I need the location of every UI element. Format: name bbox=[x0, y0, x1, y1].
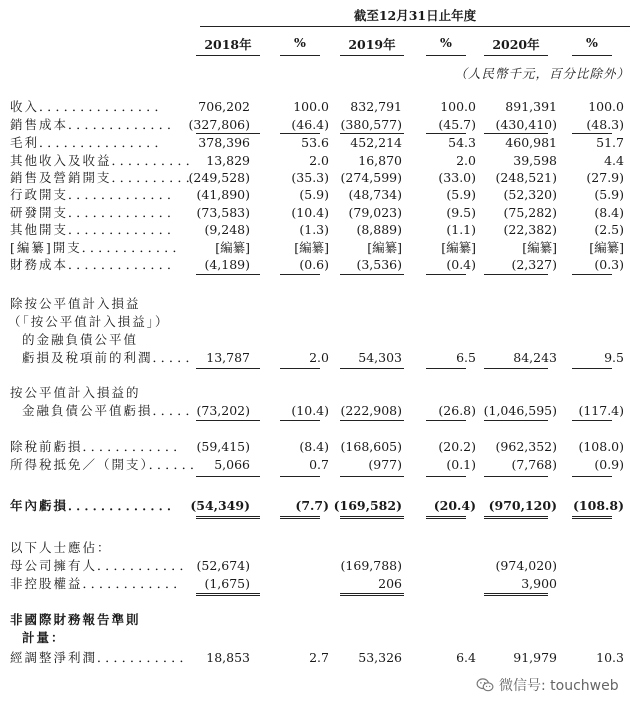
table-cell: [編纂] bbox=[522, 240, 557, 255]
table-cell: 53.6 bbox=[301, 135, 329, 150]
table-row bbox=[0, 575, 640, 593]
table-rule bbox=[484, 133, 548, 134]
table-rule bbox=[572, 133, 612, 134]
table-cell: (962,352) bbox=[495, 439, 557, 454]
row-label: 財務成本．．．．．．．．．．．．． bbox=[10, 257, 182, 272]
table-cell: 10.3 bbox=[596, 650, 624, 665]
table-cell: 891,391 bbox=[505, 99, 557, 114]
table-cell: (274,599) bbox=[340, 170, 402, 185]
row-label: 非控股權益．．．．．．．．．．．． bbox=[10, 576, 188, 591]
row-label: 的金融負債公平值 bbox=[22, 332, 139, 347]
table-cell: 9.5 bbox=[604, 350, 624, 365]
table-cell: (7.7) bbox=[295, 498, 329, 513]
table-cell: (52,320) bbox=[503, 187, 557, 202]
table-cell: 84,243 bbox=[513, 350, 557, 365]
table-row bbox=[0, 152, 640, 170]
table-rule bbox=[426, 133, 466, 134]
table-cell: (59,415) bbox=[196, 439, 250, 454]
row-label: 所得稅抵免／（開支）．．．．．． bbox=[10, 457, 205, 472]
section-heading: 計量： bbox=[22, 630, 66, 645]
col-header-2020: 2020年 bbox=[492, 37, 540, 52]
table-rule bbox=[340, 368, 404, 369]
table-cell: (380,577) bbox=[340, 117, 402, 132]
row-label: （「按公平值計入損益」） bbox=[8, 314, 170, 329]
table-cell: (35.3) bbox=[291, 170, 329, 185]
table-cell: [編纂] bbox=[589, 240, 624, 255]
table-rule bbox=[196, 133, 260, 134]
table-rule bbox=[280, 420, 320, 421]
table-cell: 54.3 bbox=[448, 135, 476, 150]
table-rule bbox=[280, 516, 320, 519]
table-rule bbox=[196, 420, 260, 421]
table-cell: 16,870 bbox=[358, 153, 402, 168]
table-cell: (4,189) bbox=[204, 257, 250, 272]
table-row bbox=[0, 629, 640, 647]
row-label: 金融負債公平值虧損．．．．． bbox=[22, 403, 201, 418]
table-cell: (27.9) bbox=[586, 170, 624, 185]
table-rule bbox=[196, 368, 260, 369]
table-row bbox=[0, 313, 640, 331]
table-cell: 2.0 bbox=[309, 153, 329, 168]
table-cell: (0.9) bbox=[594, 457, 624, 472]
table-cell: 53,326 bbox=[358, 650, 402, 665]
table-cell: (117.4) bbox=[578, 403, 624, 418]
table-rule bbox=[340, 133, 404, 134]
table-cell: 2.0 bbox=[456, 153, 476, 168]
table-rule bbox=[196, 274, 260, 275]
table-cell: (33.0) bbox=[438, 170, 476, 185]
table-rule bbox=[484, 516, 548, 519]
table-rule bbox=[280, 368, 320, 369]
table-cell: (10.4) bbox=[291, 403, 329, 418]
table-row bbox=[0, 295, 640, 313]
table-cell: (1.3) bbox=[299, 222, 329, 237]
table-cell: (974,020) bbox=[495, 558, 557, 573]
row-label: 按公平值計入損益的 bbox=[10, 385, 141, 400]
section-heading: 非國際財務報告準則 bbox=[10, 612, 141, 627]
table-cell: (73,202) bbox=[196, 403, 250, 418]
watermark bbox=[476, 675, 619, 695]
table-cell: (75,282) bbox=[503, 205, 557, 220]
table-cell: 100.0 bbox=[588, 99, 624, 114]
table-cell: (79,023) bbox=[348, 205, 402, 220]
table-rule bbox=[572, 274, 612, 275]
table-cell: (20.2) bbox=[438, 439, 476, 454]
table-cell: (5.9) bbox=[594, 187, 624, 202]
table-rule bbox=[280, 476, 320, 477]
table-rule bbox=[484, 593, 548, 596]
table-cell: (45.7) bbox=[438, 117, 476, 132]
table-cell: 2.0 bbox=[309, 350, 329, 365]
row-label: 銷售及營銷開支．．．．．．．．．． bbox=[10, 170, 201, 185]
table-cell: (5.9) bbox=[299, 187, 329, 202]
table-row bbox=[0, 456, 640, 474]
row-label: 其他開支．．．．．．．．．．．．． bbox=[10, 222, 182, 237]
table-cell: (7,768) bbox=[511, 457, 557, 472]
table-cell: 51.7 bbox=[596, 135, 624, 150]
table-row bbox=[0, 349, 640, 367]
row-label: 行政開支．．．．．．．．．．．．． bbox=[10, 187, 182, 202]
table-cell: (2,327) bbox=[511, 257, 557, 272]
table-cell: 54,303 bbox=[358, 350, 402, 365]
table-cell: (430,410) bbox=[495, 117, 557, 132]
table-rule bbox=[426, 420, 466, 421]
table-rule bbox=[426, 476, 466, 477]
table-rule bbox=[484, 420, 548, 421]
table-rule bbox=[572, 368, 612, 369]
row-label: 母公司擁有人．．．．．．．．．．． bbox=[10, 558, 195, 573]
table-cell: (73,583) bbox=[196, 205, 250, 220]
col-header-2018: 2018年 bbox=[204, 37, 252, 52]
row-label: 其他收入及收益．．．．．．．．．． bbox=[10, 153, 201, 168]
table-row bbox=[0, 204, 640, 222]
table-rule bbox=[426, 516, 466, 519]
table-cell: 100.0 bbox=[440, 99, 476, 114]
row-label: 虧損及稅項前的利潤．．．．． bbox=[22, 350, 201, 365]
table-cell: 4.4 bbox=[604, 153, 624, 168]
table-rule bbox=[340, 274, 404, 275]
watermark-text: 微信号: touchweb bbox=[499, 678, 619, 694]
table-rule bbox=[484, 476, 548, 477]
table-cell: (1,675) bbox=[204, 576, 250, 591]
row-label: 毛利．．．．．．．．．．．．．．． bbox=[10, 135, 170, 150]
table-cell: [編纂] bbox=[215, 240, 250, 255]
header-rule bbox=[196, 55, 260, 56]
table-cell: (46.4) bbox=[291, 117, 329, 132]
table-cell: (8.4) bbox=[594, 205, 624, 220]
table-rule bbox=[484, 274, 548, 275]
table-row bbox=[0, 134, 640, 152]
table-cell: (249,528) bbox=[188, 170, 250, 185]
table-row bbox=[0, 239, 640, 257]
table-cell: 39,598 bbox=[513, 153, 557, 168]
table-rule bbox=[572, 516, 612, 519]
row-label: 銷售成本．．．．．．．．．．．．． bbox=[10, 117, 182, 132]
table-row bbox=[0, 169, 640, 187]
table-rule bbox=[340, 516, 404, 519]
table-cell: (0.3) bbox=[594, 257, 624, 272]
table-cell: 100.0 bbox=[293, 99, 329, 114]
table-rule bbox=[340, 476, 404, 477]
table-rule bbox=[426, 368, 466, 369]
row-label: 收入．．．．．．．．．．．．．．． bbox=[10, 99, 170, 114]
row-label: 除按公平值計入損益 bbox=[10, 296, 141, 311]
row-label: 年內虧損．．．．．．．．．．．．． bbox=[10, 498, 182, 513]
table-cell: (22,382) bbox=[503, 222, 557, 237]
table-row bbox=[0, 116, 640, 134]
table-cell: (3,536) bbox=[356, 257, 402, 272]
row-label: 研發開支．．．．．．．．．．．．． bbox=[10, 205, 182, 220]
table-row bbox=[0, 331, 640, 349]
row-label: [編纂]開支．．．．．．．．．．．． bbox=[10, 240, 188, 255]
table-row bbox=[0, 186, 640, 204]
table-row bbox=[0, 438, 640, 456]
table-row bbox=[0, 557, 640, 575]
header-rule bbox=[280, 55, 320, 56]
table-cell: (2.5) bbox=[594, 222, 624, 237]
table-cell: (168,605) bbox=[340, 439, 402, 454]
table-row bbox=[0, 221, 640, 239]
table-cell: (9,248) bbox=[204, 222, 250, 237]
table-cell: 13,829 bbox=[206, 153, 250, 168]
table-cell: (108.8) bbox=[573, 498, 624, 513]
table-cell: (41,890) bbox=[196, 187, 250, 202]
table-cell: (52,674) bbox=[196, 558, 250, 573]
table-row bbox=[0, 649, 640, 667]
table-cell: (970,120) bbox=[488, 498, 557, 513]
table-cell: (0.6) bbox=[299, 257, 329, 272]
col-header-pct-2020: % bbox=[586, 35, 598, 50]
table-rule bbox=[196, 476, 260, 477]
section-heading: 以下人士應佔： bbox=[10, 540, 112, 555]
table-cell: (1.1) bbox=[446, 222, 476, 237]
table-cell: 206 bbox=[378, 576, 402, 591]
table-cell: 3,900 bbox=[521, 576, 557, 591]
table-cell: 91,979 bbox=[513, 650, 557, 665]
table-rule bbox=[484, 368, 548, 369]
table-cell: 706,202 bbox=[198, 99, 250, 114]
table-cell: (26.8) bbox=[438, 403, 476, 418]
table-cell: (1,046,595) bbox=[483, 403, 557, 418]
table-row bbox=[0, 611, 640, 629]
table-rule bbox=[340, 593, 404, 596]
row-label: 除稅前虧損．．．．．．．．．．．． bbox=[10, 439, 188, 454]
table-cell: [編纂] bbox=[441, 240, 476, 255]
header-rule bbox=[340, 55, 404, 56]
table-row bbox=[0, 98, 640, 116]
row-label: 經調整淨利潤．．．．．．．．．．． bbox=[10, 650, 195, 665]
table-cell: (9.5) bbox=[446, 205, 476, 220]
period-title: 截至12月31日止年度 bbox=[353, 8, 477, 23]
col-header-pct-2019: % bbox=[440, 35, 452, 50]
table-cell: (248,521) bbox=[495, 170, 557, 185]
table-rule bbox=[572, 476, 612, 477]
table-cell: [編纂] bbox=[294, 240, 329, 255]
header-rule bbox=[572, 55, 612, 56]
table-cell: 378,396 bbox=[198, 135, 250, 150]
table-cell: (169,582) bbox=[333, 498, 402, 513]
table-cell: 832,791 bbox=[350, 99, 402, 114]
table-cell: (0.4) bbox=[446, 257, 476, 272]
table-rule bbox=[196, 516, 260, 519]
table-rule bbox=[340, 420, 404, 421]
table-row bbox=[0, 539, 640, 557]
units-note: （人民幣千元，百分比除外） bbox=[454, 66, 630, 81]
table-cell: 18,853 bbox=[206, 650, 250, 665]
table-cell: 460,981 bbox=[505, 135, 557, 150]
table-row bbox=[0, 256, 640, 274]
table-cell: 6.4 bbox=[456, 650, 476, 665]
table-cell: 6.5 bbox=[456, 350, 476, 365]
header-rule bbox=[484, 55, 548, 56]
col-header-pct-2018: % bbox=[294, 35, 306, 50]
table-cell: [編纂] bbox=[367, 240, 402, 255]
table-cell: (5.9) bbox=[446, 187, 476, 202]
wechat-icon bbox=[476, 678, 494, 692]
table-row bbox=[0, 402, 640, 420]
table-cell: (222,908) bbox=[340, 403, 402, 418]
header-rule bbox=[426, 55, 466, 56]
table-rule bbox=[196, 593, 260, 596]
table-cell: (977) bbox=[368, 457, 402, 472]
table-cell: (8.4) bbox=[299, 439, 329, 454]
table-cell: (10.4) bbox=[291, 205, 329, 220]
table-rule bbox=[280, 133, 320, 134]
table-cell: (20.4) bbox=[433, 498, 476, 513]
col-header-2019: 2019年 bbox=[348, 37, 396, 52]
table-cell: 5,066 bbox=[214, 457, 250, 472]
period-title-rule bbox=[200, 26, 630, 27]
table-cell: (0.1) bbox=[446, 457, 476, 472]
table-rule bbox=[426, 274, 466, 275]
table-cell: (327,806) bbox=[188, 117, 250, 132]
table-cell: (169,788) bbox=[340, 558, 402, 573]
table-cell: (48,734) bbox=[348, 187, 402, 202]
table-cell: (54,349) bbox=[190, 498, 250, 513]
table-cell: 452,214 bbox=[350, 135, 402, 150]
table-cell: 13,787 bbox=[206, 350, 250, 365]
table-rule bbox=[280, 274, 320, 275]
table-row bbox=[0, 497, 640, 515]
table-cell: (8,889) bbox=[356, 222, 402, 237]
table-cell: 0.7 bbox=[309, 457, 329, 472]
table-cell: 2.7 bbox=[309, 650, 329, 665]
table-row bbox=[0, 384, 640, 402]
table-cell: (48.3) bbox=[586, 117, 624, 132]
table-cell: (108.0) bbox=[578, 439, 624, 454]
table-rule bbox=[572, 420, 612, 421]
